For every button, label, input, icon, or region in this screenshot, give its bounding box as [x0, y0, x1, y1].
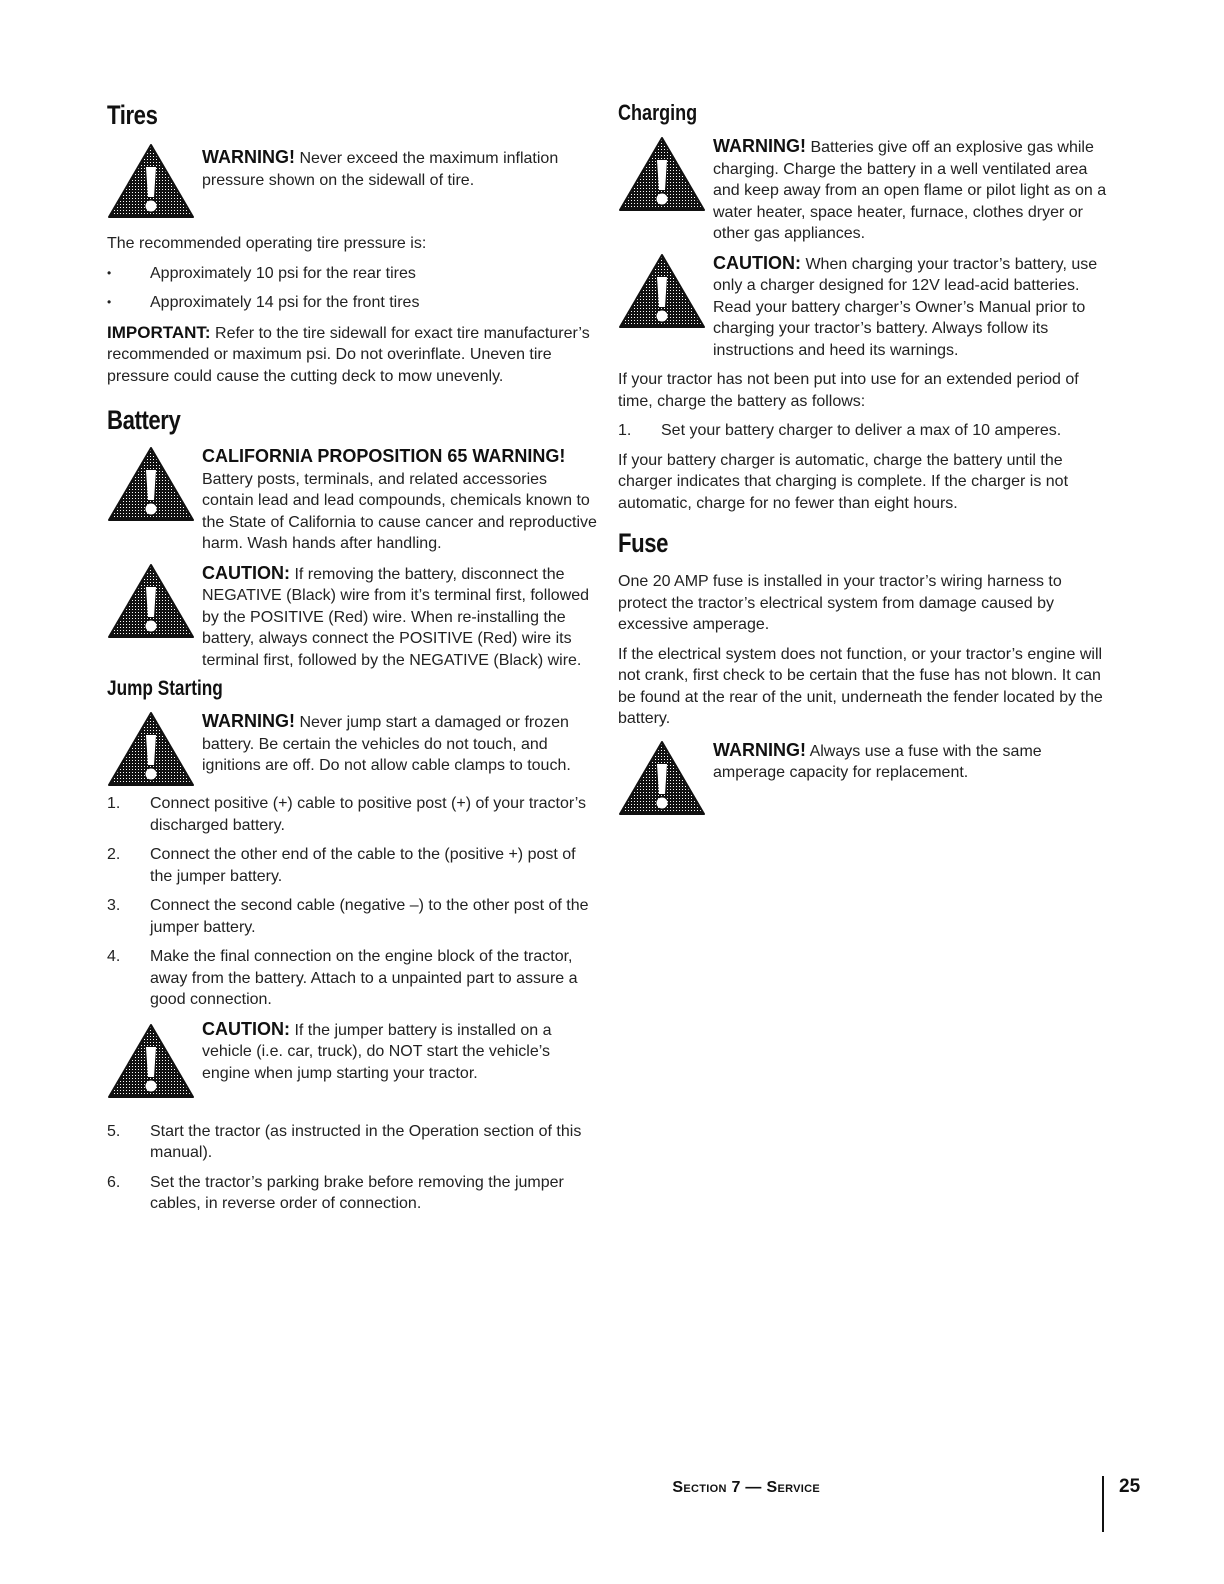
jump-steps-list-continued	[107, 1121, 599, 1215]
jump-warning-text: Never jump start a damaged or frozen battery. Be certain the vehicles do not touch, and ignitions are off. Do not allow cable clamps to touch.	[202, 714, 571, 774]
warning-triangle-icon	[107, 1023, 195, 1099]
battery-caution-lead: CAUTION:	[202, 562, 290, 583]
warning-triangle-icon	[107, 711, 195, 787]
fuse-heading: Fuse	[618, 528, 669, 558]
fuse-warning-lead: WARNING!	[713, 739, 806, 760]
page-number: 25	[1119, 1476, 1141, 1497]
fuse-warning-text: Always use a fuse with the same amperage capacity for replacement.	[713, 742, 1042, 781]
list-item: • Approximately 14 psi for the front tires	[107, 292, 599, 314]
charging-heading: Charging	[618, 100, 698, 125]
warning-triangle-icon	[107, 446, 195, 522]
warning-triangle-icon	[107, 143, 195, 219]
prop65-lead: CALIFORNIA PROPOSITION 65 WARNING!	[202, 446, 566, 466]
list-item: 5. Start the tractor (as instructed in the Operation section of this manual).	[107, 1122, 582, 1161]
fuse-paragraph-1: One 20 AMP fuse is installed in your tractor’s wiring harness to protect the tractor’s electrical system from damage caused by excessive amperage.	[618, 573, 1062, 633]
tires-heading: Tires	[107, 100, 158, 130]
footer-section-label: Section 7 — Service	[672, 1479, 820, 1496]
fuse-paragraph-2: If the electrical system does not function, or your tractor’s engine will not crank, first check to be certain that the fuse has not blown. It can be found at the rear of the unit, underneath the fender located by the battery.	[618, 645, 1103, 727]
charging-intro: If your tractor has not been put into use for an extended period of time, charge the battery as follows:	[618, 371, 1079, 410]
jump-warning-lead: WARNING!	[202, 711, 295, 731]
jump-starting-heading: Jump Starting	[107, 677, 223, 700]
warning-triangle-icon	[618, 740, 706, 816]
charging-warning	[618, 136, 1112, 245]
list-item: 2. Connect the other end of the cable to the (positive +) post of the jumper battery.	[107, 846, 576, 885]
charging-auto: If your battery charger is automatic, charge the battery until the charger indicates that charging is complete. If the charger is not automatic, charge for no fewer than eight hours.	[618, 451, 1069, 512]
warning-triangle-icon	[618, 253, 706, 329]
prop65-warning	[107, 446, 599, 555]
tires-important	[107, 322, 599, 388]
list-item: 4. Make the final connection on the engine block of the tractor, away from the battery. Attach to a unpainted part to assure a good connection.	[107, 948, 578, 1008]
battery-caution-text: If removing the battery, disconnect the NEGATIVE (Black) wire from it’s terminal first, followed by the POSITIVE (Red) wire. When re-installing the battery, always connect the POSITIVE (Red) wire its terminal first, followed by the NEGATIVE (Black) wire.	[202, 565, 590, 669]
charging-warning-lead: WARNING!	[713, 136, 806, 156]
tires-warning	[107, 143, 599, 223]
jump-warning	[107, 711, 599, 787]
left-column	[107, 100, 599, 1223]
footer-divider	[1102, 1476, 1104, 1532]
charging-warning-text: Batteries give off an explosive gas while charging. Charge the battery in a well ventilated area and keep away from an open flame or pilot light as on a water heater, space heater, furnace, clothes dryer or other gas appliances.	[713, 139, 1107, 242]
battery-heading: Battery	[107, 405, 181, 435]
tires-warning-text: Never exceed the maximum inflation pressure shown on the sidewall of tire.	[202, 150, 559, 189]
warning-triangle-icon	[107, 563, 195, 639]
list-item: 3. Connect the second cable (negative –) to the other post of the jumper battery.	[107, 897, 589, 936]
important-label: IMPORTANT:	[107, 322, 211, 342]
right-column	[618, 100, 1112, 784]
tires-warning-lead: WARNING!	[202, 147, 295, 167]
tires-intro: The recommended operating tire pressure is:	[107, 235, 427, 252]
jump-caution-lead: CAUTION:	[202, 1018, 290, 1039]
list-item: 1. Set your battery charger to deliver a max of 10 amperes.	[618, 422, 1062, 439]
battery-caution	[107, 563, 599, 672]
list-item: 6. Set the tractor’s parking brake before removing the jumper cables, in reverse order of connection.	[107, 1173, 564, 1212]
tires-bullet-list	[107, 263, 599, 314]
charging-caution	[618, 253, 1112, 362]
list-item: 1. Connect positive (+) cable to positive post (+) of your tractor’s discharged battery.	[107, 795, 587, 834]
fuse-warning	[618, 740, 1112, 784]
list-item: • Approximately 10 psi for the rear tires	[107, 263, 599, 285]
charging-caution-lead: CAUTION:	[713, 252, 801, 273]
warning-triangle-icon	[618, 136, 706, 212]
charging-steps-list	[618, 420, 1112, 442]
jump-caution	[107, 1019, 599, 1119]
jump-steps-list	[107, 793, 599, 1011]
important-text: Refer to the tire sidewall for exact tire manufacturer’s recommended or maximum psi. Do not overinflate. Uneven tire pressure could cause the cutting deck to mow unevenly.	[107, 324, 590, 385]
jump-caution-text: If the jumper battery is installed on a vehicle (i.e. car, truck), do NOT start the vehicle’s engine when jump starting your tractor.	[202, 1021, 552, 1082]
charging-caution-text: When charging your tractor’s battery, use only a charger designed for 12V lead-acid batteries. Read your battery charger’s Owner’s Manual prior to charging your tractor’s battery. Always follow its instructions and heed its warnings.	[713, 255, 1098, 359]
prop65-text: Battery posts, terminals, and related accessories contain lead and lead compounds, chemicals known to the State of California to cause cancer and reproductive harm. Wash hands after handling.	[202, 470, 597, 552]
